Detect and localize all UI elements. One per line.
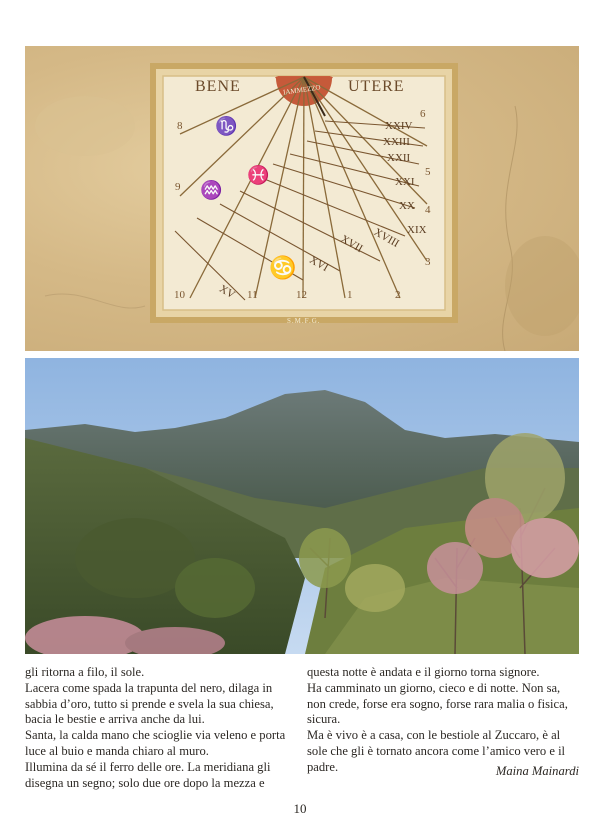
italic-hour-xxiii: XXIII	[383, 136, 410, 148]
hour-3: 3	[425, 256, 431, 268]
article-right-column	[307, 665, 579, 776]
italic-hour-xix: XIX	[407, 224, 427, 236]
article-paragraph: questa notte è andata e il giorno torna signore.	[307, 665, 540, 679]
cancer-icon: ♋	[269, 255, 297, 280]
article-paragraph: Santa, la calda mano che scioglie via veleno e porta luce al buio e manda chiaro al muro.	[25, 728, 286, 758]
hour-10: 10	[174, 289, 185, 301]
sundial-photo	[25, 46, 579, 351]
article-paragraph: gli ritorna a filo, il sole.	[25, 665, 145, 679]
hour-5: 5	[425, 166, 431, 178]
italic-hour-xxii: XXII	[387, 152, 411, 164]
italic-hour-xviii: XVIII	[371, 226, 402, 250]
hour-4: 4	[425, 204, 431, 216]
italic-hour-xv: XV	[217, 282, 237, 302]
hour-12: 12	[296, 289, 307, 301]
italic-hour-xvii: XVII	[338, 232, 365, 256]
hour-2: 2	[395, 289, 401, 301]
capricorn-icon: ♑	[215, 116, 238, 136]
author-signature: Maina Mainardi	[495, 764, 579, 778]
hour-8: 8	[177, 120, 183, 132]
italic-hour-xxiv: XXIV	[385, 120, 413, 132]
article-paragraph: Illumina da sé il ferro delle ore. La meridiana gli disegna un segno; solo due ore dopo la mezza e	[25, 759, 271, 790]
article-left-column	[25, 665, 297, 791]
hour-11: 11	[247, 289, 258, 301]
pisces-icon: ♓	[247, 165, 270, 185]
landscape-photo	[25, 358, 579, 654]
italic-hour-xxi: XXI	[395, 176, 415, 188]
italic-hour-xx: XX	[399, 200, 415, 212]
italic-hour-xvi: XVI	[307, 253, 331, 275]
article-paragraph: Lacera come spada la trapunta del nero, dilaga in sabbia d’oro, tutto si prende e svela la sua chiesa, bacia le bestie e arriva anche da lui.	[25, 680, 274, 727]
hour-6: 6	[420, 108, 426, 120]
hour-9: 9	[175, 181, 181, 193]
article-paragraph: Ma è vivo è a casa, con le bestiole al Zuccaro, è al sole che gli è tornato ancora come l’amico vero e il padre.	[307, 728, 566, 774]
article-paragraph: Ha camminato un giorno, cieco e di notte. Non sa, non crede, forse era sogno, forse rara malia o fisica, sicura.	[307, 680, 568, 727]
hour-1: 1	[347, 289, 353, 301]
motto-right: UTERE	[348, 78, 405, 95]
maker-mark: S.M.F.G.	[287, 317, 321, 325]
sundial-center-label: IAMMEZZO	[282, 83, 322, 97]
aquarius-icon: ♒	[200, 180, 223, 200]
motto-left: BENE	[195, 78, 241, 95]
page-number: 10	[293, 801, 307, 816]
